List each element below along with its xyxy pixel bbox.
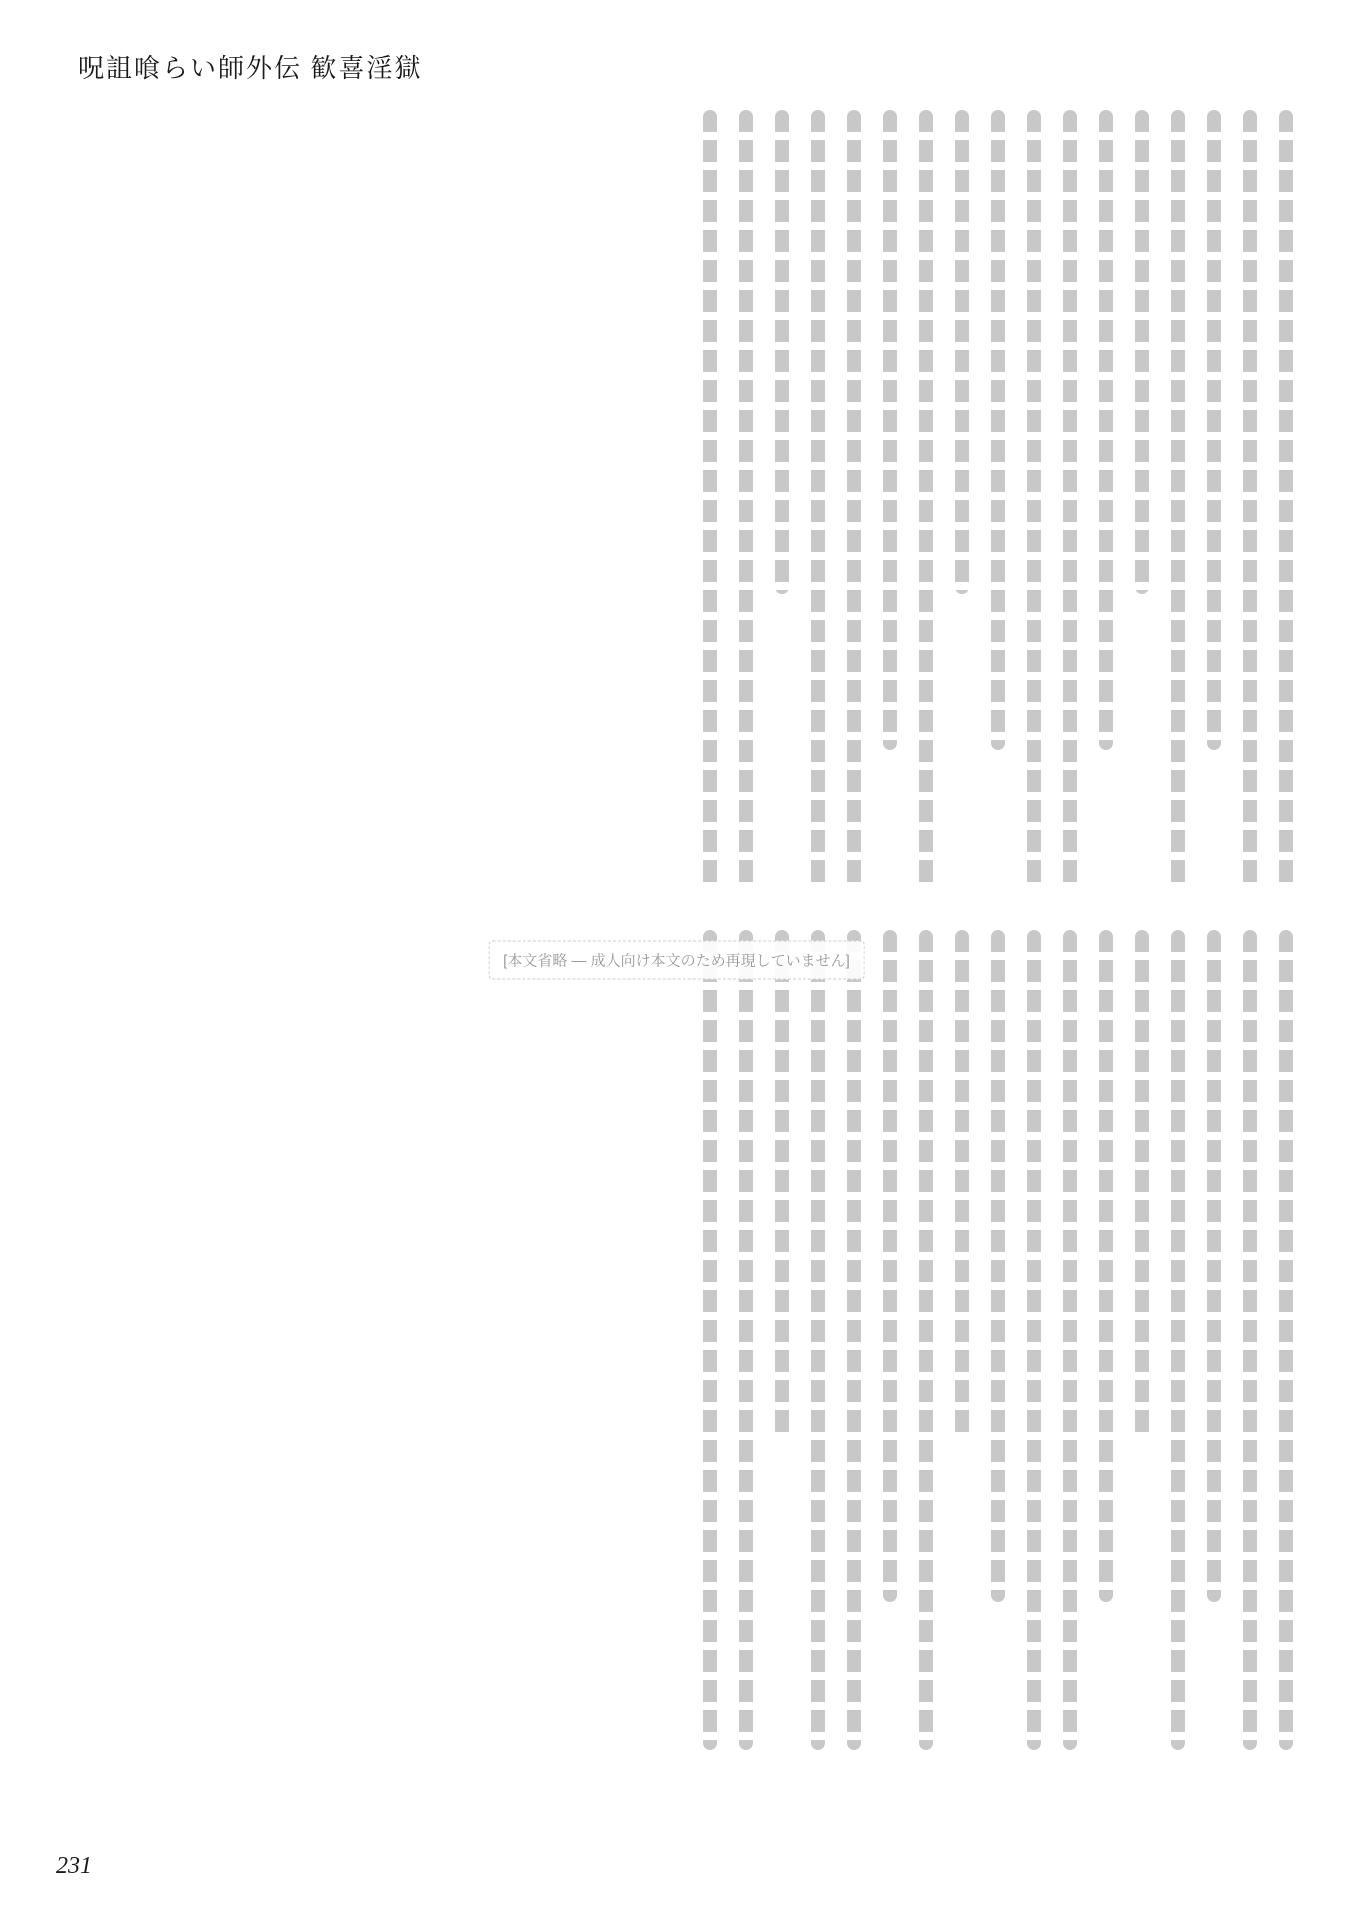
- text-column-placeholder: [847, 930, 861, 1750]
- text-block-top: [60, 110, 1293, 890]
- text-column-placeholder: [703, 930, 717, 1750]
- text-column-placeholder: [1135, 110, 1149, 594]
- text-column-placeholder: [919, 110, 933, 890]
- text-column-placeholder: [1027, 930, 1041, 1750]
- text-column-placeholder: [955, 110, 969, 594]
- text-column-placeholder: [1171, 930, 1185, 1750]
- redaction-note: [本文省略 — 成人向け本文のため再現していません]: [488, 941, 865, 980]
- text-column-placeholder: [739, 930, 753, 1750]
- text-column-placeholder: [811, 930, 825, 1750]
- text-column-placeholder: [1099, 110, 1113, 750]
- text-column-placeholder: [775, 930, 789, 1438]
- text-column-placeholder: [883, 930, 897, 1602]
- text-block-bottom: [60, 930, 1293, 1750]
- text-column-placeholder: [775, 110, 789, 594]
- text-column-placeholder: [1027, 110, 1041, 890]
- text-column-placeholder: [991, 930, 1005, 1602]
- text-column-placeholder: [1279, 930, 1293, 1750]
- text-column-placeholder: [883, 110, 897, 750]
- text-column-placeholder: [703, 110, 717, 890]
- text-column-placeholder: [991, 110, 1005, 750]
- text-column-placeholder: [811, 110, 825, 890]
- text-column-placeholder: [1135, 930, 1149, 1438]
- text-column-placeholder: [739, 110, 753, 890]
- text-column-placeholder: [1243, 110, 1257, 890]
- text-column-placeholder: [1207, 110, 1221, 750]
- text-column-placeholder: [847, 110, 861, 890]
- page-number: 231: [56, 1853, 92, 1879]
- text-column-placeholder: [1243, 930, 1257, 1750]
- text-column-placeholder: [1279, 110, 1293, 890]
- text-column-placeholder: [1063, 110, 1077, 890]
- text-column-placeholder: [919, 930, 933, 1750]
- text-column-placeholder: [1099, 930, 1113, 1602]
- text-column-placeholder: [955, 930, 969, 1438]
- text-column-placeholder: [1171, 110, 1185, 890]
- page-header-title: 呪詛喰らい師外伝 歓喜淫獄: [78, 54, 423, 83]
- text-column-placeholder: [1207, 930, 1221, 1602]
- text-column-placeholder: [1063, 930, 1077, 1750]
